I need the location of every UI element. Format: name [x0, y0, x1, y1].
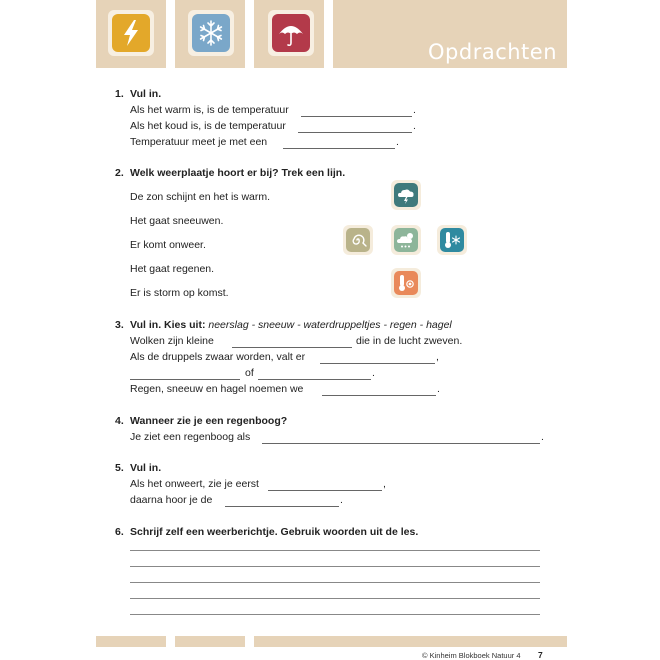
lightning-icon-frame: [108, 10, 154, 56]
snowflake-icon-frame: [188, 10, 234, 56]
question-3-blank-4[interactable]: [258, 379, 371, 380]
question-3-line-4: Regen, sneeuw en hagel noemen we: [130, 383, 304, 395]
question-3-blank-3[interactable]: [130, 379, 240, 380]
question-5-blank-1[interactable]: [268, 490, 382, 491]
question-5-line-1: Als het onweert, zie je eerst: [130, 478, 259, 490]
question-2-line-3: Er komt onweer.: [130, 239, 206, 251]
question-3-number: 3.: [115, 319, 124, 331]
question-3-blank-2[interactable]: [320, 363, 435, 364]
umbrella-icon: [272, 14, 310, 52]
question-1-blank-2[interactable]: [298, 132, 412, 133]
question-2-line-2: Het gaat sneeuwen.: [130, 215, 224, 227]
question-3-line-1a: Wolken zijn kleine: [130, 335, 214, 347]
question-3-line-1b: die in de lucht zweven.: [356, 335, 463, 347]
lightning-icon: [112, 14, 150, 52]
question-4-period: .: [541, 431, 544, 443]
writing-line-2[interactable]: [130, 566, 540, 567]
snowflake-icon: [192, 14, 230, 52]
question-3-options: neerslag - sneeuw - waterdruppeltjes - regen - hagel: [208, 319, 452, 331]
question-1-line-3: Temperatuur meet je met een: [130, 136, 268, 148]
question-3-title-text: Vul in. Kies uit:: [130, 319, 206, 331]
footer-block-3: [254, 636, 567, 647]
question-3-line-2: Als de druppels zwaar worden, valt er: [130, 351, 306, 363]
question-5-title: Vul in.: [130, 462, 162, 474]
question-2-number: 2.: [115, 167, 124, 179]
question-5-period-2: .: [340, 494, 343, 506]
page-title: Opdrachten: [428, 40, 558, 64]
question-1-blank-1[interactable]: [301, 116, 412, 117]
question-2-line-4: Het gaat regenen.: [130, 263, 215, 275]
question-1-line-2: Als het koud is, is de temperatuur: [130, 120, 286, 132]
question-1-period-2: .: [413, 120, 416, 132]
question-6-title: Schrijf zelf een weerberichtje. Gebruik woorden uit de les.: [130, 526, 419, 538]
question-3-period-3: .: [372, 367, 375, 379]
umbrella-icon-frame: [268, 10, 314, 56]
question-1-number: 1.: [115, 88, 124, 100]
page-number: 7: [538, 650, 543, 660]
question-3-blank-1[interactable]: [232, 347, 352, 348]
question-6-number: 6.: [115, 526, 124, 538]
writing-line-1[interactable]: [130, 550, 540, 551]
question-5-blank-2[interactable]: [225, 506, 339, 507]
thermometer-hot-icon[interactable]: [391, 268, 421, 298]
question-3-line-3-of: of: [245, 367, 254, 379]
question-1-blank-3[interactable]: [283, 148, 395, 149]
question-2-line-5: Er is storm op komst.: [130, 287, 229, 299]
question-1-period-1: .: [413, 104, 416, 116]
footer-block-1: [96, 636, 166, 647]
snow-cloud-icon[interactable]: [391, 225, 421, 255]
thermometer-cold-icon[interactable]: [437, 225, 467, 255]
question-2-line-1: De zon schijnt en het is warm.: [130, 191, 271, 203]
storm-cloud-icon[interactable]: [391, 180, 421, 210]
question-3-period-4: .: [437, 383, 440, 395]
writing-line-4[interactable]: [130, 598, 540, 599]
question-5-number: 5.: [115, 462, 124, 474]
question-1-title: Vul in.: [130, 88, 162, 100]
question-1-period-3: .: [396, 136, 399, 148]
footer-block-2: [175, 636, 245, 647]
question-4-title: Wanneer zie je een regenboog?: [130, 415, 288, 427]
question-5-line-2: daarna hoor je de: [130, 494, 213, 506]
question-4-line: Je ziet een regenboog als: [130, 431, 251, 443]
question-4-blank[interactable]: [262, 443, 540, 444]
question-3-comma-2: ,: [436, 351, 439, 363]
question-4-number: 4.: [115, 415, 124, 427]
question-5-comma-1: ,: [383, 478, 386, 490]
question-1-line-1: Als het warm is, is de temperatuur: [130, 104, 289, 116]
writing-line-3[interactable]: [130, 582, 540, 583]
question-2-title: Welk weerplaatje hoort er bij? Trek een lijn.: [130, 167, 346, 179]
footer-copyright: © Kinheim Blokboek Natuur 4: [422, 651, 521, 660]
question-3-blank-5[interactable]: [322, 395, 436, 396]
writing-line-5[interactable]: [130, 614, 540, 615]
wind-spiral-icon[interactable]: [343, 225, 373, 255]
question-3-title: [130, 319, 452, 331]
